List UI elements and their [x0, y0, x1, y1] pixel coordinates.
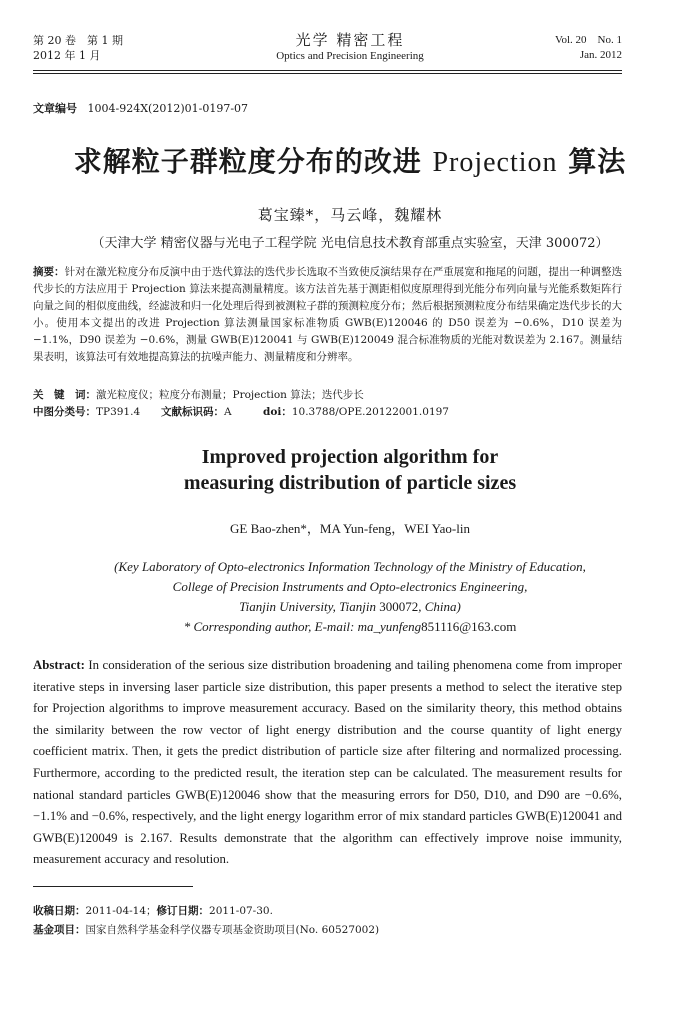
journal-name-en: Optics and Precision Engineering — [276, 50, 424, 62]
affiliation-en-line2: College of Precision Instruments and Opto-electronics Engineering, — [172, 579, 528, 594]
authors-en: GE Bao-zhen*，MA Yun-feng，WEI Yao-lin — [230, 521, 470, 536]
title-en — [0, 444, 700, 496]
affiliation-en-line1: (Key Laboratory of Opto-electronics Information Technology of the Ministry of Education, — [114, 559, 586, 574]
clc-label: 中图分类号： — [33, 406, 96, 418]
authors-cn: 葛宝臻*，马云峰，魏耀林 — [257, 206, 443, 224]
abstract-cn-text: 针对在激光粒度分布反演中由于迭代算法的迭代步长选取不当致使反演结果存在严重展宽和拖尾的问题，提出一种调整迭代步长的方法应用于 Projection 算法来提高测量精度。该方法首先基于测距相似度原理得到光能分布列向量与光能系数矩阵行向量之间的相似度曲线，经滤波和归一化处理后得到被测粒子群的预测粒度分布；然后根据预测粒度分布结果确定迭代步长的大小。使用本文提出的改进 Projection 算法测量国家标准物质 GWB(E)120046 的 D50 误差为 −0.6%，D10 误差为 −1.1%，D90 误差为 −0.6%，测量 GWB(E)120041 与 GWB(E)120049 混合标准物质的光能对数误差为 2.167。测量结果表明，该算法可有效地提高算法的抗噪声能力、测量精度和分辨率。 — [33, 266, 623, 363]
abstract-cn — [33, 264, 622, 366]
article-number — [33, 100, 248, 116]
title-cn-projection: Projection — [432, 147, 558, 178]
fund-value: 国家自然科学基金科学仪器专项基金资助项目(No. 60527002) — [85, 924, 380, 936]
affiliation-en-country: , China) — [418, 599, 461, 614]
footnote-fund — [33, 922, 379, 938]
doc-code-label: 文献标识码： — [161, 406, 224, 418]
article-number-value: 1004-924X(2012)01-0197-07 — [87, 102, 249, 115]
header-right — [555, 33, 622, 63]
abstract-en-label: Abstract: — [33, 658, 85, 672]
header-rule-thin — [33, 73, 622, 74]
revised-label: 修订日期： — [156, 905, 210, 917]
classification-cn — [33, 404, 449, 421]
header-date-cn: 2012 年 1 月 — [33, 49, 101, 62]
header-rule — [33, 70, 622, 71]
doi-value: 10.3788/OPE.20122001.0197 — [291, 406, 449, 418]
received-value: 2011-04-14； — [85, 905, 157, 917]
abstract-en — [33, 655, 622, 871]
title-cn-part3: 算法 — [557, 145, 627, 178]
title-cn — [0, 140, 700, 180]
revised-value: 2011-07-30. — [209, 905, 273, 917]
received-label: 收稿日期： — [33, 905, 86, 917]
doc-code-value: A — [224, 406, 232, 418]
affiliation-en-line3 — [0, 597, 700, 617]
doi-label: doi： — [263, 406, 292, 418]
keywords-cn-text: 激光粒度仪；粒度分布测量；Projection 算法；迭代步长 — [96, 389, 364, 401]
header-volume-cn: 第 20 卷 第 1 期 — [33, 34, 123, 47]
affiliation-en-line4 — [0, 617, 700, 637]
header-volume-en: Vol. 20 No. 1 — [554, 34, 622, 46]
affiliation-en — [0, 557, 700, 637]
title-cn-part1: 求解粒子群粒度分布的改进 — [73, 145, 433, 178]
abstract-en-text: In consideration of the serious size distribution broadening and tailing phenomena come from improper iterative steps in inversing laser particle size distribution, this paper presents a method to select the iterative step for Projection algorithms to improve measurement accuracy. Based on the similarity theory, this method obtains the similarity between the row vector of light energy distribution and the course quantity of light energy coefficient matrix. Then, it gets the predict distribution of particle size after filtering and normalized processing. Furthermore, according to the predicted result, the iteration step can be calculated. The measurement results for national standard particles GWB(E)120046 show that the measuring errors for D50, D10, and D90 are −0.6%, −1.1% and −0.6%, respectively, and the light energy logarithm error of mix standard particles GWB(E)120041 and GWB(E)120049 is 2.167. Results demonstrate that the algorithm can effectively improve noise immunity, measurement accuracy and resolution. — [33, 658, 622, 867]
affiliation-en-postcode: 300072 — [379, 599, 419, 614]
journal-name-cn: 光学 精密工程 — [295, 31, 405, 49]
article-number-label: 文章编号 — [33, 102, 77, 115]
footnote-dates — [33, 903, 273, 919]
affiliation-cn: （天津大学 精密仪器与光电子工程学院 光电信息技术教育部重点实验室，天津 300072） — [91, 236, 609, 251]
footnote-rule — [33, 886, 193, 887]
clc-value: TP391.4 — [96, 406, 141, 418]
affiliation-en-city: Tianjin University, Tianjin — [239, 599, 380, 614]
corresponding-author-email[interactable]: 851116@163.com — [421, 619, 517, 634]
corresponding-author-label: * Corresponding author, E-mail: ma_yunfeng — [183, 619, 422, 634]
header-date-en: Jan. 2012 — [579, 49, 622, 61]
keywords-cn — [33, 387, 364, 404]
keywords-cn-label: 关 键 词： — [33, 389, 96, 401]
title-en-line2: measuring distribution of particle sizes — [183, 472, 517, 494]
abstract-cn-label: 摘要： — [33, 266, 65, 278]
title-en-line1: Improved projection algorithm for — [201, 446, 499, 468]
fund-label: 基金项目： — [33, 924, 86, 936]
